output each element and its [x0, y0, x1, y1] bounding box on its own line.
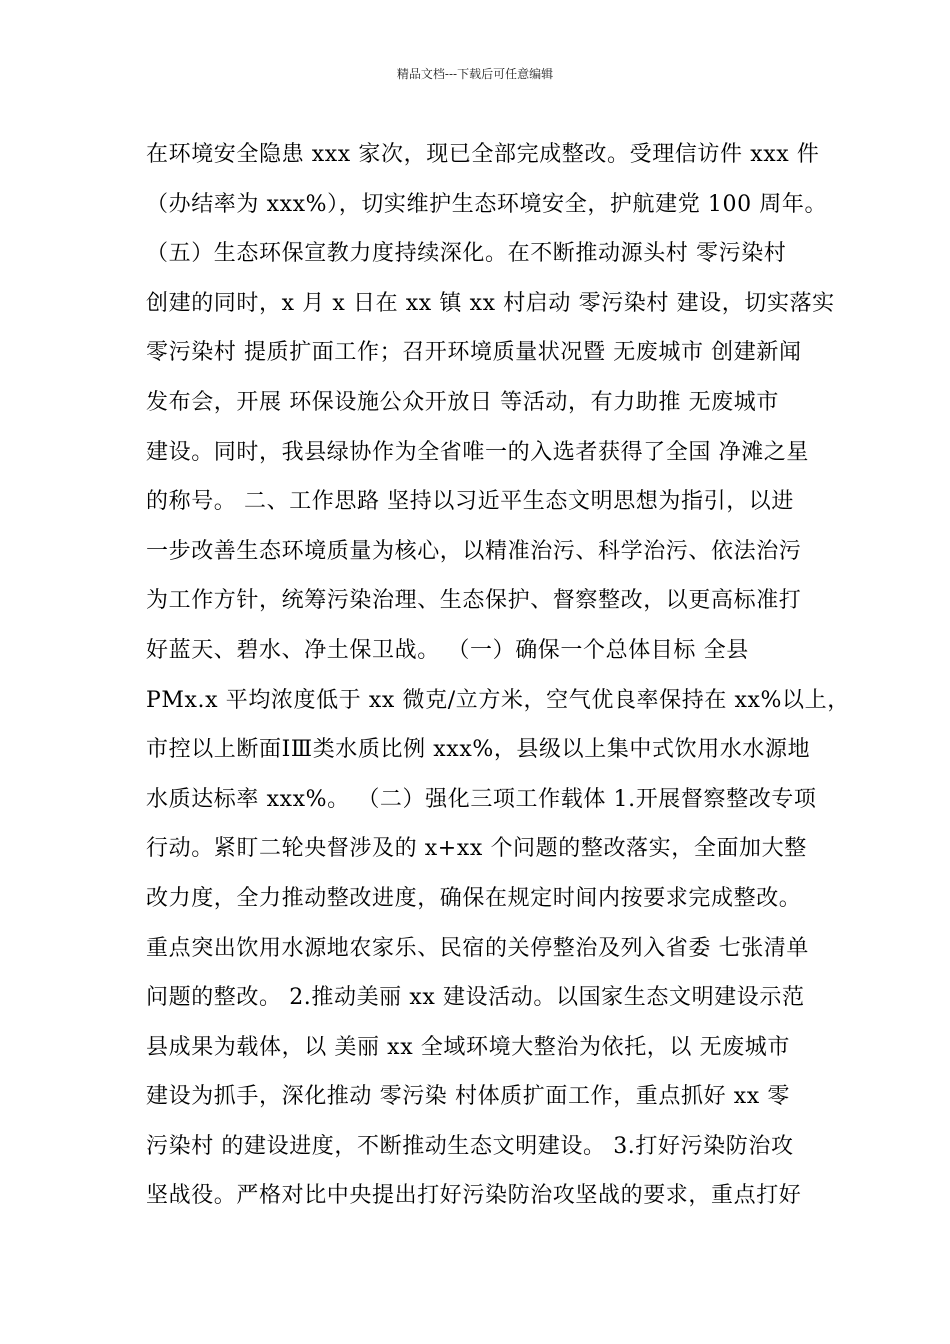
body-line: 市控以上断面ⅠⅢ类水质比例 xxx%，县级以上集中式饮用水水源地	[146, 737, 811, 763]
body-line: 行动。紧盯二轮央督涉及的 x+xx 个问题的整改落实，全面加大整	[146, 836, 807, 862]
body-line: 污染村 的建设进度，不断推动生态文明建设。 3.打好污染防治攻	[146, 1133, 794, 1159]
body-line: 的称号。 二、工作思路 坚持以习近平生态文明思想为指引，以进	[146, 489, 794, 515]
body-line: 一步改善生态环境质量为核心，以精准治污、科学治污、依法治污	[146, 538, 802, 564]
page-header: 精品文档---下载后可任意编辑	[396, 67, 554, 81]
body-line: 县成果为载体，以 美丽 xx 全域环境大整治为依托，以 无废城市	[146, 1034, 790, 1060]
body-line: 好蓝天、碧水、净土保卫战。 （一）确保一个总体目标 全县	[146, 637, 749, 663]
body-line: 问题的整改。 2.推动美丽 xx 建设活动。以国家生态文明建设示范	[146, 985, 805, 1011]
body-line: （五）生态环保宣教力度持续深化。在不断推动源头村 零污染村	[146, 241, 787, 267]
body-line: 水质达标率 xxx%。 （二）强化三项工作载体 1.开展督察整改专项	[146, 786, 817, 812]
body-line: 重点突出饮用水源地农家乐、民宿的关停整治及列入省委 七张清单	[146, 935, 809, 961]
body-line: 改力度，全力推动整改进度，确保在规定时间内按要求完成整改。	[146, 885, 802, 911]
body-line: 发布会，开展 环保设施公众开放日 等活动，有力助推 无废城市	[146, 389, 779, 415]
body-line: （办结率为 xxx%），切实维护生态环境安全，护航建党 100 周年。	[146, 191, 828, 217]
body-line: 建设。同时，我县绿协作为全省唯一的入选者获得了全国 净滩之星	[146, 439, 809, 465]
body-line: 为工作方针，统筹污染治理、生态保护、督察整改，以更高标准打	[146, 588, 802, 614]
body-line: 坚战役。严格对比中央提出打好污染防治攻坚战的要求，重点打好	[146, 1183, 802, 1209]
body-line: 建设为抓手，深化推动 零污染 村体质扩面工作，重点抓好 xx 零	[146, 1084, 790, 1110]
body-line: PMx.x 平均浓度低于 xx 微克/立方米，空气优良率保持在 xx%以上，	[146, 687, 850, 713]
body-line: 在环境安全隐患 xxx 家次，现已全部完成整改。受理信访件 xxx 件	[146, 142, 820, 167]
body-line: 零污染村 提质扩面工作；召开环境质量状况暨 无废城市 创建新闻	[146, 340, 802, 366]
body-line: 创建的同时，x 月 x 日在 xx 镇 xx 村启动 零污染村 建设，切实落实	[146, 290, 835, 316]
document-body	[146, 130, 850, 1221]
